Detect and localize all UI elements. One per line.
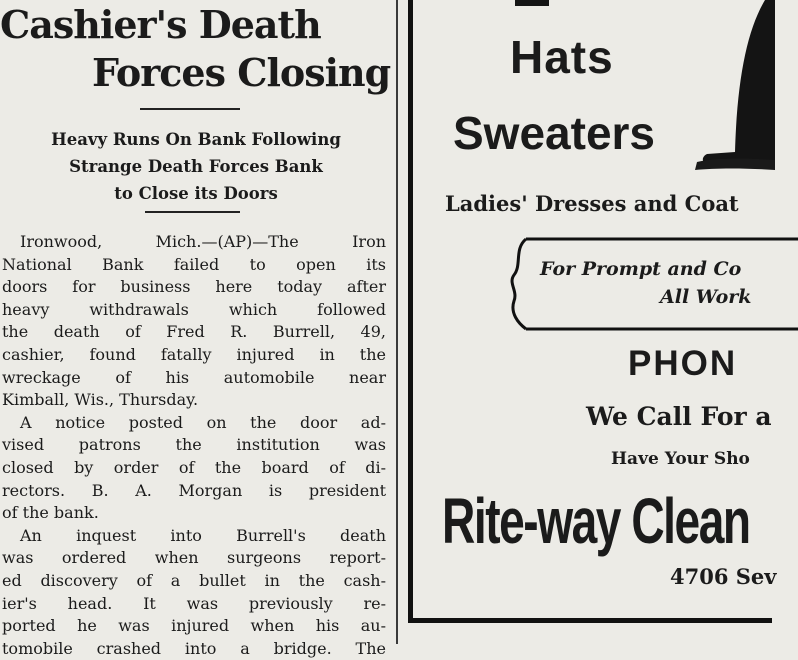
body-line: rectors. B. A. Morgan is president [2,480,386,500]
body-line: of the bank. [2,503,99,523]
ad-have-your: Have Your Sho [611,449,750,469]
body-line: doors for business here today after [2,277,386,297]
body-line: closed by order of the board of di- [2,457,386,477]
body-line: was ordered when surgeons report- [2,548,386,568]
ad-address: 4706 Sev [670,564,777,589]
body-line: cashier, found fatally injured in the [2,344,386,364]
body-line: tomobile crashed into a bridge. The [2,638,386,658]
column-divider [396,0,398,644]
deck-rule [145,211,240,213]
banner-text [540,255,751,311]
cleaners-advertisement [408,0,777,622]
headline-line-2: Forces Closing [92,50,391,95]
body-line: A notice posted on the door ad- [20,412,386,432]
headline-line-1: Cashier's Death [0,2,321,47]
cropped-letter-fragment [515,0,549,6]
news-article [0,0,392,658]
article-deck [0,126,392,207]
ad-border-left [408,0,413,622]
ad-line-dresses: Ladies' Dresses and Coat [445,191,739,216]
body-line: ier's head. It was previously re- [2,593,386,613]
body-line: heavy withdrawals which followed [2,299,386,319]
deck-line: to Close its Doors [114,184,278,203]
body-line: ed discovery of a bullet in the cash- [2,570,386,590]
body-line: Kimball, Wis., Thursday. [2,390,199,410]
body-line: Ironwood, Mich.—(AP)—The Iron [20,232,386,251]
ad-line-hats: Hats [510,31,614,83]
body-line: ported he was injured when his au- [2,616,386,636]
deck-line: Strange Death Forces Bank [69,157,323,176]
body-line: National Bank failed to open its [2,254,386,274]
banner-line: For Prompt and Co [540,258,742,280]
headline-rule [140,108,240,110]
article-body [2,231,386,660]
ad-phone-heading: PHON [628,344,738,383]
body-line: vised patrons the institution was [2,435,386,455]
ad-business-name: Rite-way Clean [442,485,750,557]
banner-line: All Work [660,286,752,308]
body-line: wreckage of his automobile near [2,367,386,387]
hat-illustration-icon [695,0,775,175]
deck-line: Heavy Runs On Bank Following [51,130,341,149]
ad-we-call: We Call For a [586,402,772,431]
ad-border-bottom [408,618,772,623]
body-line: the death of Fred R. Burrell, 49, [2,322,386,342]
body-line: An inquest into Burrell's death [20,525,386,545]
ad-line-sweaters: Sweaters [453,107,656,159]
